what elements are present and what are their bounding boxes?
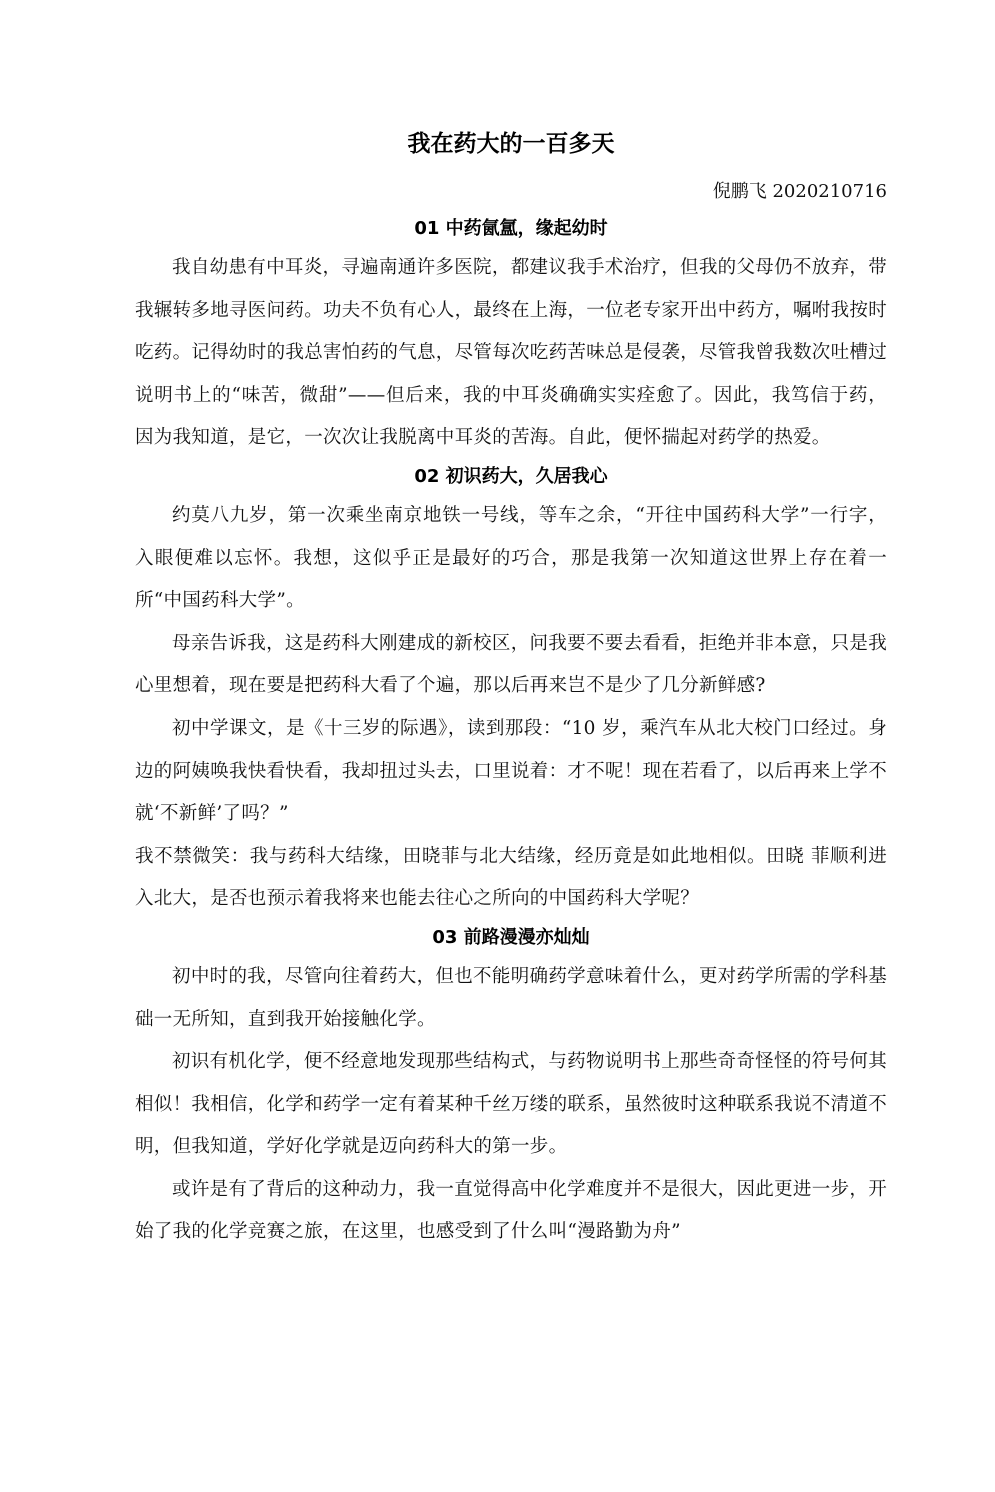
author-byline: 倪鹏飞 2020210716 — [712, 181, 887, 202]
paragraph: 约莫八九岁，第一次乘坐南京地铁一号线，等车之余，“开往中国药科大学”一行字，入眼便难以忘怀。我想，这似乎正是最好的巧合，那是我第一次知道这世界上存在着一所“中国药科大学”。 — [135, 504, 887, 612]
paragraph: 或许是有了背后的这种动力，我一直觉得高中化学难度并不是很大，因此更进一步，开始了我的化学竞赛之旅，在这里，也感受到了什么叫“漫路勤为舟” — [135, 1178, 887, 1243]
section-heading-03: 03 前路漫漫亦灿灿 — [432, 926, 590, 948]
section-heading-01: 01 中药氤氲，缘起幼时 — [414, 218, 608, 239]
paragraph: 初识有机化学，便不经意地发现那些结构式，与药物说明书上那些奇奇怪怪的符号何其相似！我相信，化学和药学一定有着某种千丝万缕的联系，虽然彼时这种联系我说不清道不明，但我知道，学好化学就是迈向药科大的第一步。 — [135, 1051, 888, 1158]
paragraph: 我不禁微笑：我与药科大结缘，田晓菲与北大结缘，经历竟是如此地相似。田晓 菲顺利进入北大，是否也预示着我将来也能去往心之所向的中国药科大学呢？ — [135, 845, 887, 910]
paragraph: 母亲告诉我，这是药科大刚建成的新校区，问我要不要去看看，拒绝并非本意，只是我心里想着，现在要是把药科大看了个遍，那以后再来岂不是少了几分新鲜感? — [135, 632, 887, 697]
paragraph: 初中时的我，尽管向往着药大，但也不能明确药学意味着什么，更对药学所需的学科基础一无所知，直到我开始接触化学。 — [135, 965, 887, 1030]
section-heading-02: 02 初识药大，久居我心 — [414, 465, 608, 487]
document-title: 我在药大的一百多天 — [407, 131, 615, 157]
paragraph: 初中学课文，是《十三岁的际遇》，读到那段：“10 岁，乘汽车从北大校门口经过。身边的阿姨唤我快看快看，我却扭过头去，口里说着：才不呢！现在若看了，以后再来上学不就‘不新鲜’了吗？” — [135, 717, 888, 825]
document-body — [135, 122, 887, 1254]
paragraph: 我自幼患有中耳炎，寻遍南通许多医院，都建议我手术治疗，但我的父母仍不放弃，带我辗转多地寻医问药。功夫不负有心人，最终在上海，一位老专家开出中药方，嘱咐我按时吃药。记得幼时的我总害怕药的气息，尽管每次吃药苦味总是侵袭，尽管我曾我数次吐槽过说明书上的“味苦，微甜”——但后来，我的中耳炎确确实实痊愈了。因此，我笃信于药，因为我知道，是它，一次次让我脱离中耳炎的苦海。自此，便怀揣起对药学的热爱。 — [135, 257, 888, 449]
